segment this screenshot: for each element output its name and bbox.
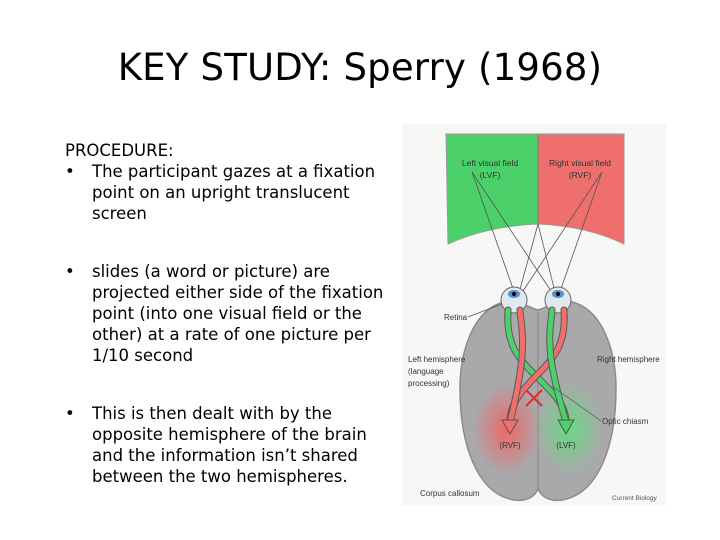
left-hemisphere-detail-2: processing) — [408, 379, 450, 388]
optic-chiasm-label: Optic chiasm — [602, 417, 649, 426]
bullet-item — [65, 403, 400, 487]
lvf-abbrev: (LVF) — [479, 170, 501, 180]
inner-rvf-label: (RVF) — [499, 441, 521, 450]
right-hemisphere-label: Right hemisphere — [597, 355, 660, 364]
lvf-label: Left visual field — [461, 158, 519, 168]
corpus-callosum-label: Corpus callosum — [420, 489, 480, 498]
rvf-abbrev: (RVF) — [568, 170, 592, 180]
procedure-heading: PROCEDURE: — [65, 141, 174, 160]
bullet-text: The participant gazes at a fixation point on an upright translucent screen — [92, 162, 376, 223]
left-hemisphere-label: Left hemisphere — [408, 355, 466, 364]
split-brain-diagram-svg — [402, 124, 666, 506]
slide-title: KEY STUDY: Sperry (1968) — [117, 46, 603, 89]
left-hemisphere-detail: (language — [408, 367, 444, 376]
bullet-marker: • — [65, 404, 75, 423]
rvf-label: Right visual field — [549, 158, 611, 168]
bullet-text: slides (a word or picture) are projected either side of the fixation point (into one visual field or the other) at a rate of one picture per 1/10 second — [92, 262, 384, 365]
bullet-marker: • — [65, 262, 75, 281]
bullet-marker: • — [65, 162, 75, 181]
procedure-text-block — [65, 140, 400, 487]
split-brain-diagram — [402, 124, 666, 506]
bullet-item — [65, 161, 400, 224]
bullet-item — [65, 261, 400, 366]
bullet-text: This is then dealt with by the opposite hemisphere of the brain and the information isn’t shared between the two hemispheres. — [92, 404, 367, 486]
inner-lvf-label: (LVF) — [556, 441, 576, 450]
retina-label: Retina — [444, 313, 468, 322]
credit-label: Current Biology — [612, 495, 657, 502]
